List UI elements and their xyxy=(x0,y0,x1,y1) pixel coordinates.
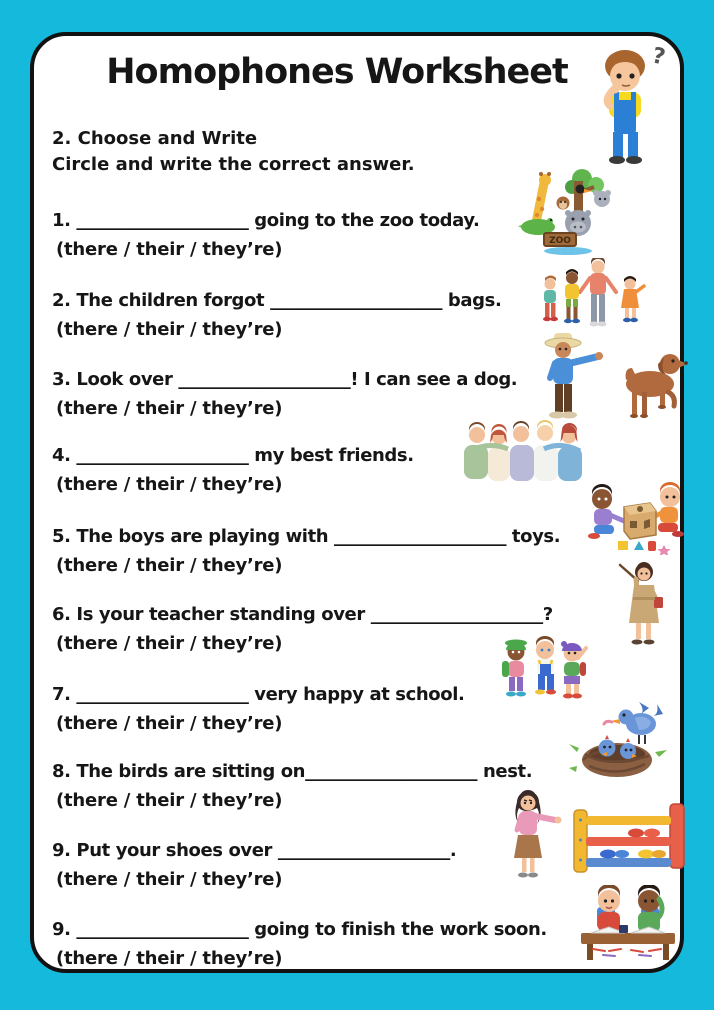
worksheet-item-8 xyxy=(52,761,532,812)
worksheet-item-4 xyxy=(52,445,414,496)
worksheet-item-6 xyxy=(52,604,553,655)
item-options: (there / their / they’re) xyxy=(56,948,283,969)
bird-nest-icon xyxy=(565,696,675,786)
item-sentence: 8. The birds are sitting on____________________ nest. xyxy=(52,761,533,782)
item-sentence: 9. ____________________ going to finish the work soon. xyxy=(52,919,547,940)
woman-pointing-icon xyxy=(497,788,564,882)
item-options: (there / their / they’re) xyxy=(56,474,283,495)
item-options: (there / their / they’re) xyxy=(56,398,283,419)
worksheet-item-3 xyxy=(52,369,517,420)
item-sentence: 2. The children forgot ____________________ bags. xyxy=(52,290,502,311)
page-title: Homophones Worksheet xyxy=(106,52,568,92)
section-instruction: Circle and write the correct answer. xyxy=(52,154,415,175)
worksheet-item-2 xyxy=(52,290,501,341)
worksheet-item-9 xyxy=(52,840,456,891)
zoo-animals-icon xyxy=(516,165,616,255)
item-sentence: 7. ____________________ very happy at school. xyxy=(52,684,465,705)
shoe-rack-icon xyxy=(572,802,686,878)
item-sentence: 3. Look over ____________________! I can see a dog. xyxy=(52,369,518,390)
item-options: (there / their / they’re) xyxy=(56,633,283,654)
item-sentence: 6. Is your teacher standing over ____________________? xyxy=(52,604,553,625)
dog-icon xyxy=(612,346,690,420)
item-options: (there / their / they’re) xyxy=(56,869,283,890)
section-heading: 2. Choose and Write xyxy=(52,128,258,149)
worksheet-item-5 xyxy=(52,526,560,577)
friends-group-icon xyxy=(460,419,594,481)
boy-thinking-icon xyxy=(585,40,669,166)
worksheet-card xyxy=(30,32,684,973)
svg-text:?: ? xyxy=(649,43,668,71)
man-pointing-icon xyxy=(530,330,608,422)
section-header xyxy=(52,126,415,178)
item-options: (there / their / they’re) xyxy=(56,319,283,340)
item-sentence: 9. Put your shoes over ____________________. xyxy=(52,840,457,861)
mother-children-icon xyxy=(536,258,650,330)
worksheet-item-10 xyxy=(52,919,547,970)
item-options: (there / their / they’re) xyxy=(56,239,283,260)
worksheet-item-1 xyxy=(52,210,479,261)
item-sentence: 1. ____________________ going to the zoo today. xyxy=(52,210,480,231)
item-options: (there / their / they’re) xyxy=(56,713,283,734)
svg-text:ZOO: ZOO xyxy=(549,236,571,246)
item-sentence: 5. The boys are playing with ____________________ toys. xyxy=(52,526,561,547)
kids-desk-icon xyxy=(579,885,679,963)
item-sentence: 4. ____________________ my best friends. xyxy=(52,445,414,466)
item-options: (there / their / they’re) xyxy=(56,555,283,576)
teacher-icon xyxy=(606,559,680,649)
item-options: (there / their / they’re) xyxy=(56,790,283,811)
boys-toy-icon xyxy=(582,479,690,555)
worksheet-item-7 xyxy=(52,684,464,735)
